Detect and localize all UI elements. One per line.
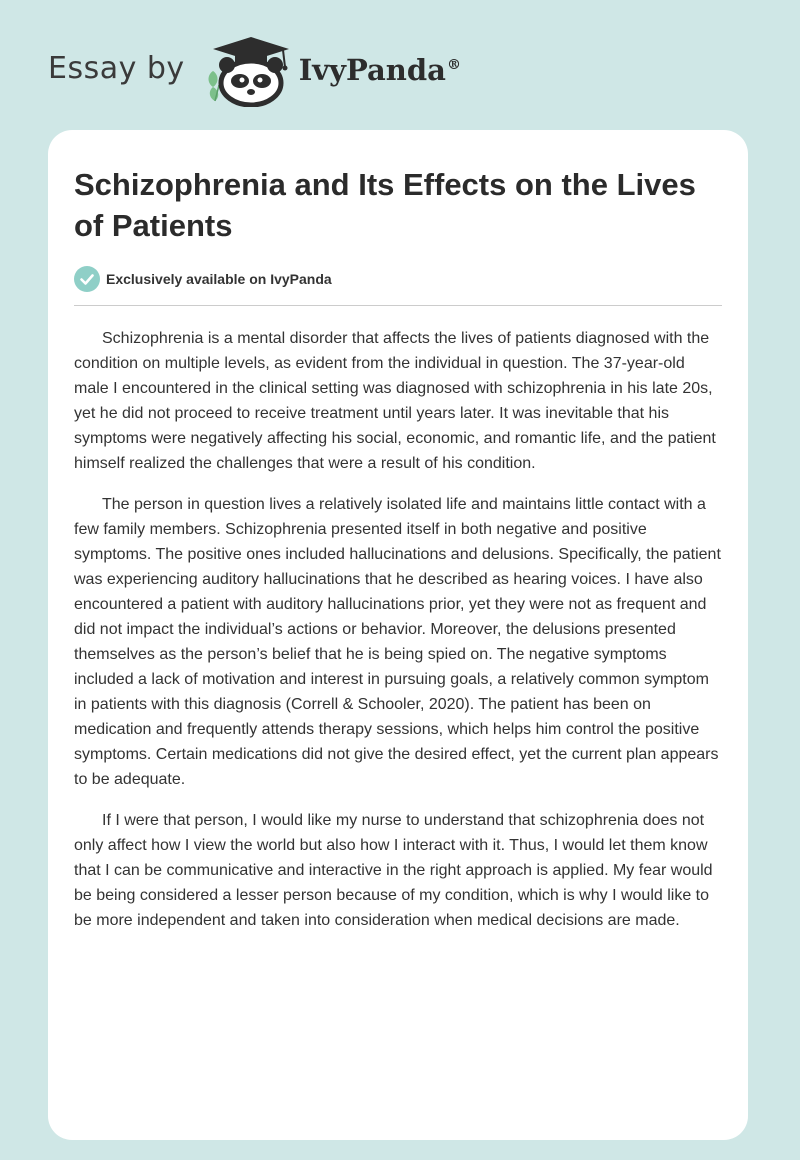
divider (74, 305, 722, 306)
badge-label: Exclusively available on IvyPanda (106, 271, 332, 287)
essay-paragraph: Schizophrenia is a mental disorder that affects the lives of patients diagnosed with the condition on multiple levels, as evident from the individual in question. The 37-year-old male I encountered in the clinical setting was diagnosed with schizophrenia in his late 20s, yet he did not proceed to receive treatment until years later. It was inevitable that his symptoms were negatively affecting his social, economic, and romantic life, and the patient himself realized the challenges that were a result of his condition. (74, 330, 716, 472)
brand-name-text: IvyPanda (298, 53, 446, 87)
exclusive-badge (74, 266, 722, 292)
essay-paragraph: If I were that person, I would like my nurse to understand that schizophrenia does not only affect how I view the world but also how I interact with it. Thus, I would let them know that I can be communicative and interactive in the right approach is applied. My fear would be being considered a lesser person because of my condition, which is why I would like to be more independent and taken into consideration when medical decisions are made. (74, 812, 713, 929)
panda-graduate-icon[interactable] (203, 35, 295, 107)
registered-mark: ® (446, 57, 461, 74)
brand-name[interactable] (299, 53, 461, 87)
brand-header (48, 36, 461, 106)
essay-paragraph: The person in question lives a relatively isolated life and maintains little contact with a few family members. Schizophrenia presented itself in both negative and positive symptoms. The positive ones included hallucinations and delusions. Specifically, the patient was experiencing auditory hallucinations that he described as hearing voices. I have also encountered a patient with auditory hallucinations prior, yet they were not as frequent and did not impact the individual’s actions or behavior. Moreover, the delusions presented themselves as the person’s belief that he is being spied on. The negative symptoms included a lack of motivation and interest in pursuing goals, a relatively common symptom in patients with this diagnosis (Correll & Schooler, 2020). The patient has been on medication and frequently attends therapy sessions, which helps him control the positive symptoms. Certain medications did not give the desired effect, yet the current plan appears to be adequate. (74, 496, 721, 788)
brand-prefix: Essay by (48, 50, 185, 86)
page-title: Schizophrenia and Its Effects on the Lives of Patients (74, 167, 696, 243)
check-circle-icon (74, 266, 100, 292)
essay-body (74, 326, 722, 933)
essay-card (48, 130, 748, 1140)
